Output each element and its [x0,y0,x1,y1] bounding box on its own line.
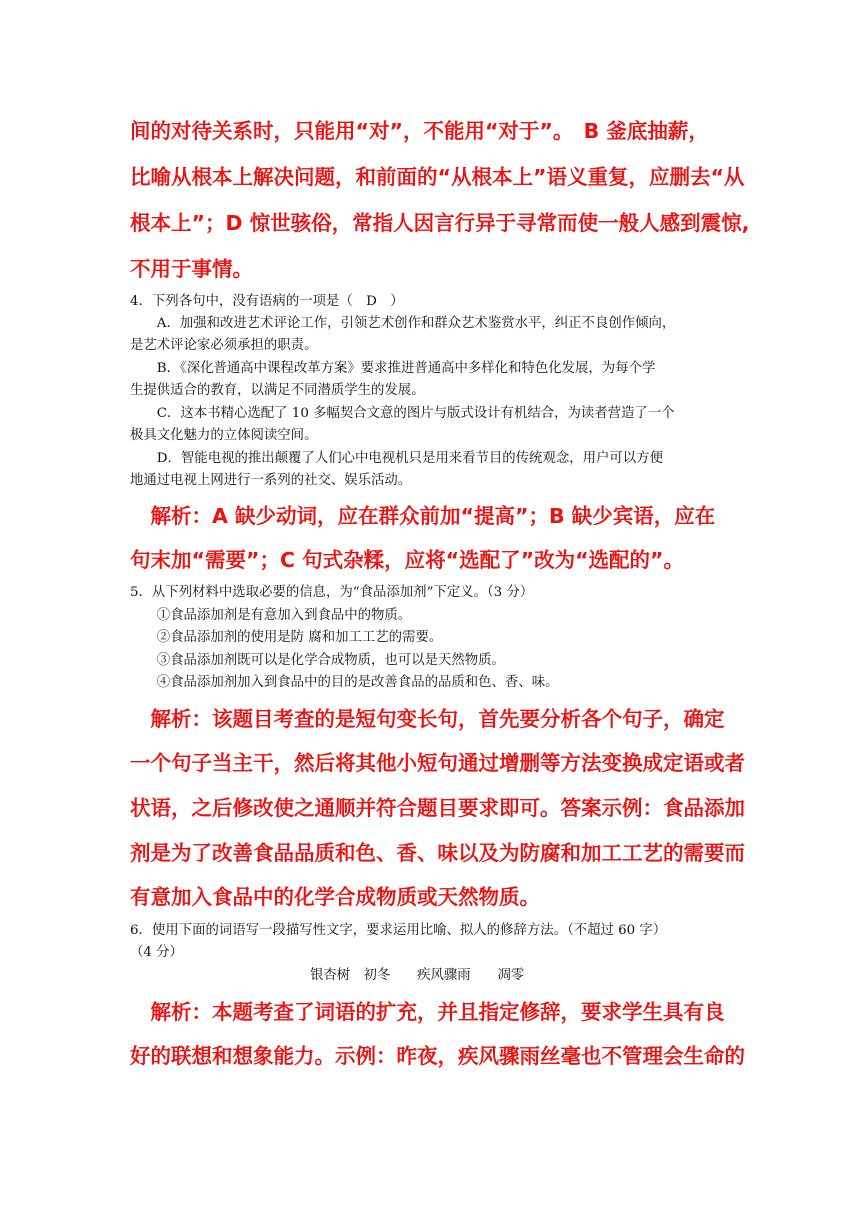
q5-analysis-line-1: 解析：该题目考查的是短句变长句，首先要分析各个句子，确定 [130,707,725,731]
q5-analysis-line-2: 一个句子当主干，然后将其他小短句通过增删等方法变换成定语或者 [130,751,745,775]
prev-analysis-line-4: 不用于事情。 [130,257,253,281]
q6-word-list: 银杏树 初冬 疾风骤雨 凋零 [310,968,525,983]
q5-item-2: ②食品添加剂的使用是防 腐和加工工艺的需要。 [130,630,443,645]
q5-item-1: ①食品添加剂是有意加入到食品中的物质。 [130,608,412,623]
q4-analysis-line-2: 句末加“需要”；C 句式杂糅，应将“选配了”改为“选配的”。 [130,548,685,572]
q6-stem-line-1: 6．使用下面的词语写一段描写性文字，要求运用比喻、拟人的修辞方法。（不超过 60 字） [130,923,667,938]
q4-option-a-line-2: 是艺术评论家必须承担的职责。 [130,338,318,353]
q4-option-b-line-1: B．《深化普通高中课程改革方案》要求推进普通高中多样化和特色化发展，为每个学 [130,361,656,376]
q4-option-b-line-2: 生提供适合的教育，以满足不同潜质学生的发展。 [130,383,425,398]
q4-option-c-line-1: C．这本书精心选配了 10 多幅契合文意的图片与版式设计有机结合，为读者营造了一个 [130,406,675,421]
q5-analysis-line-4: 剂是为了改善食品品质和色、香、味以及为防腐和加工工艺的需要而 [130,841,745,865]
q6-analysis-line-1: 解析：本题考查了词语的扩充，并且指定修辞，要求学生具有良 [130,1000,725,1024]
q4-option-c-line-2: 极具文化魅力的立体阅读空间。 [130,428,318,443]
q5-item-3: ③食品添加剂既可以是化学合成物质，也可以是天然物质。 [130,653,505,668]
q4-option-d-line-1: D．智能电视的推出颠覆了人们心中电视机只是用来看节目的传统观念，用户可以方便 [130,451,663,466]
prev-analysis-line-3: 根本上”；D 惊世骇俗，常指人因言行异于寻常而使一般人感到震惊, [130,211,750,235]
prev-analysis-line-1: 间的对待关系时，只能用“对”，不能用“对于”。 B 釜底抽薪， [130,119,709,143]
q6-stem-line-2: （4 分） [130,945,183,960]
prev-analysis-line-2: 比喻从根本上解决问题，和前面的“从根本上”语义重复，应删去“从 [130,165,745,189]
q5-analysis-line-3: 状语，之后修改使之通顺并符合题目要求即可。答案示例：食品添加 [130,796,745,820]
q4-option-d-line-2: 地通过电视上网进行一系列的社交、娱乐活动。 [130,473,412,488]
q5-analysis-line-5: 有意加入食品中的化学合成物质或天然物质。 [130,885,540,909]
q4-option-a-line-1: A．加强和改进艺术评论工作，引领艺术创作和群众艺术鉴赏水平，纠正不良创作倾向， [130,316,676,331]
q4-analysis-line-1: 解析：A 缺少动词，应在群众前加“提高”；B 缺少宾语，应在 [130,504,716,528]
q4-stem: 4．下列各句中，没有语病的一项是（ D ） [130,294,404,309]
q5-item-4: ④食品添加剂加入到食品中的目的是改善食品的品质和色、香、味。 [130,675,559,690]
q6-analysis-line-2: 好的联想和想象能力。示例：昨夜，疾风骤雨丝毫也不管理会生命的 [130,1044,745,1068]
q5-stem: 5．从下列材料中选取必要的信息，为“食品添加剂”下定义。（3 分） [130,585,534,600]
